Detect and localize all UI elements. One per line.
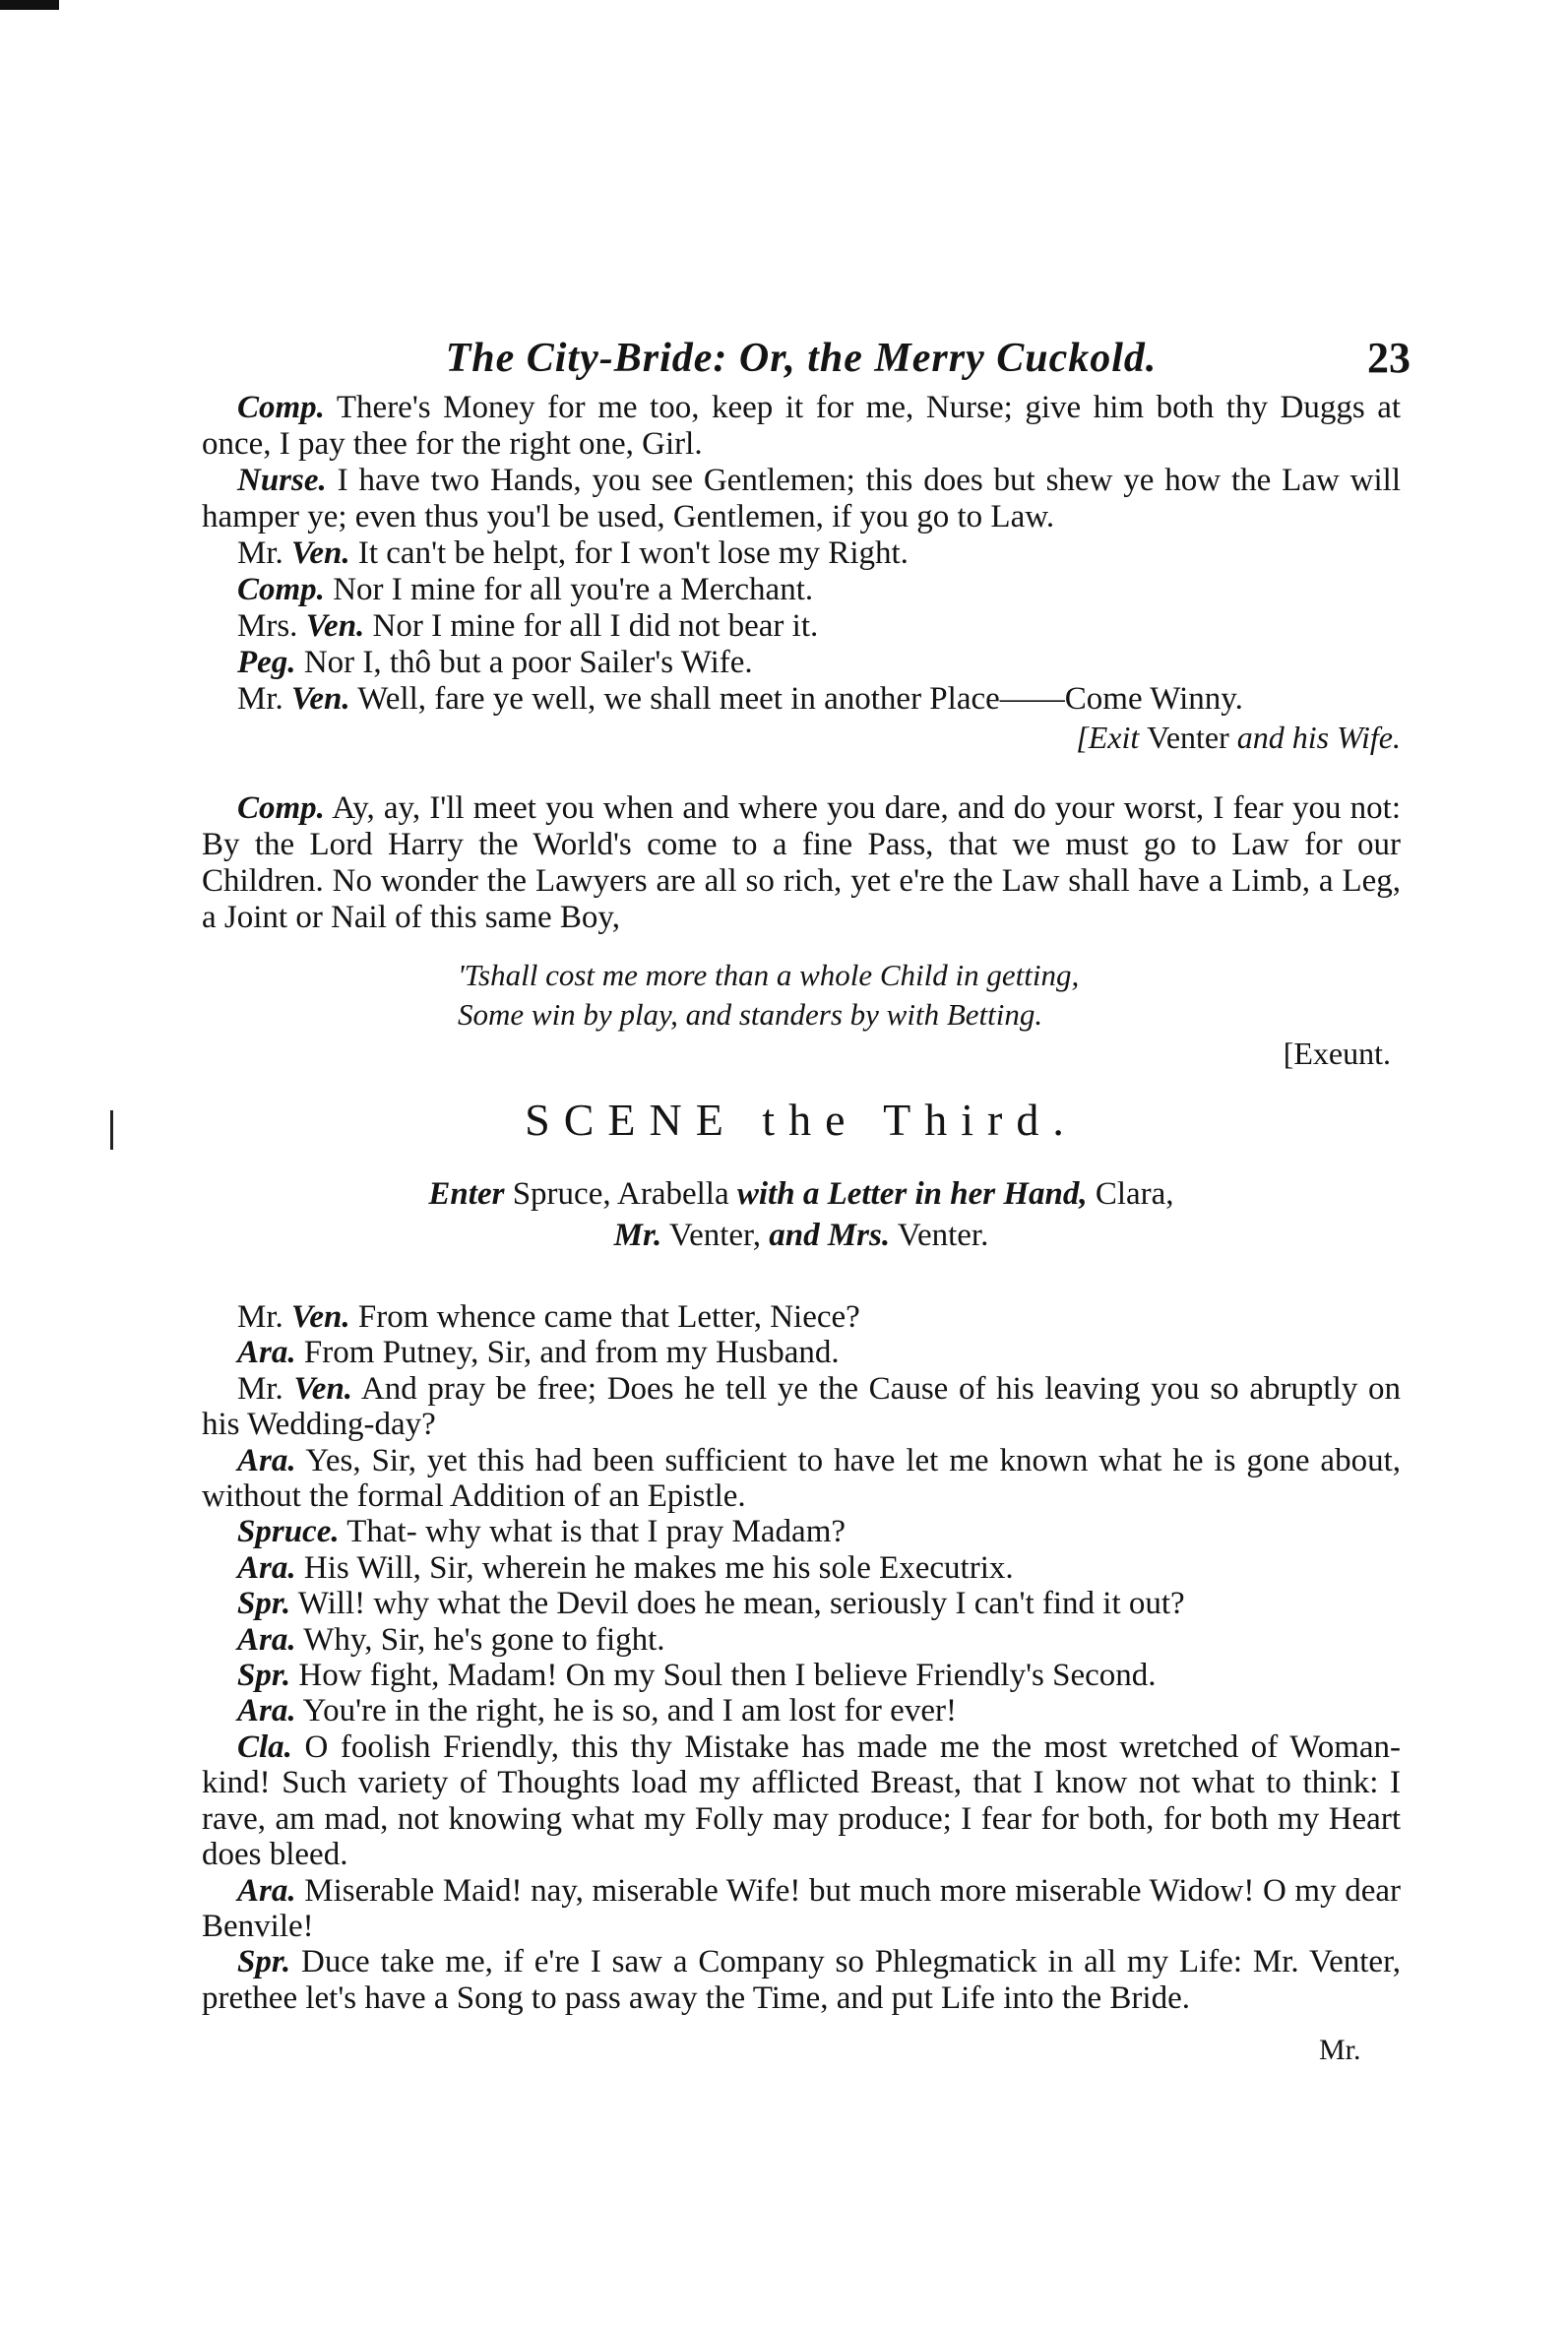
verse-couplet — [458, 956, 1401, 1035]
running-head — [202, 334, 1411, 390]
speech: Spr. Duce take me, if e're I saw a Company so Phlegmatick in all my Life: Mr. Venter, prethee let's have a Song to pass away the Time, and put Life into the Bride. — [202, 1944, 1401, 2016]
speech: Comp. There's Money for me too, keep it for me, Nurse; give him both thy Duggs at once, I pay thee for the right one, Girl. — [202, 390, 1402, 462]
scan-edge-mark — [0, 0, 59, 10]
speech: Comp. Ay, ay, I'll meet you when and where you dare, and do your worst, I fear you not: By the Lord Harry the World's come to a fine Pass, that we must go to Law for our Children. No wonder the Lawyers are all so rich, yet e're the Law shall have a Limb, a Leg, a Joint or Nail of this same Boy, — [202, 790, 1401, 935]
catchword: Mr. — [1319, 2034, 1361, 2066]
scan-margin-mark — [110, 1110, 113, 1150]
speech: Ara. Yes, Sir, yet this had been sufficient to have let me known what he is gone about, without the formal Addition of an Epistle. — [202, 1442, 1402, 1515]
speech: Spruce. That- why what is that I pray Madam? — [237, 1514, 847, 1550]
entrance-direction: Enter Spruce, Arabella with a Letter in her Hand, Clara, Mr. Venter, and Mrs. Venter. — [428, 1176, 1174, 1253]
stage-direction-exit: [Exit Venter and his Wife. — [1076, 720, 1401, 755]
dialogue-block-1 — [202, 390, 1401, 757]
speech: Spr. Will! why what the Devil does he mean, seriously I can't find it out? — [237, 1586, 1185, 1622]
speech: Peg. Nor I, thô but a poor Sailer's Wife. — [237, 645, 753, 680]
speech: Mrs. Ven. Nor I mine for all I did not bear it. — [237, 608, 819, 644]
speech: Mr. Ven. And pray be free; Does he tell ye the Cause of his leaving you so abruptly on his Wedding-day? — [202, 1370, 1402, 1443]
verse-line: 'Tshall cost me more than a whole Child in getting, — [458, 958, 1080, 992]
stage-direction-exeunt: [Exeunt. — [1283, 1036, 1391, 1071]
page-body — [202, 334, 1411, 2016]
speech: Ara. From Putney, Sir, and from my Husband. — [237, 1335, 840, 1371]
speech: Nurse. I have two Hands, you see Gentlemen; this does but shew ye how the Law will hamper ye; even thus you'l be used, Gentlemen, if you go to Law. — [202, 463, 1401, 534]
speech: Ara. His Will, Sir, wherein he makes me his sole Executrix. — [237, 1549, 1014, 1586]
speech: Mr. Ven. Well, fare ye well, we shall meet in another Place——Come Winny. — [237, 681, 1243, 717]
speech: Mr. Ven. It can't be helpt, for I won't lose my Right. — [237, 535, 909, 571]
speech: Cla. O foolish Friendly, this thy Mistake has made me the most wretched of Woman-kind! Such variety of Thoughts load my afflicted Breast, that I know not what to think: I rave, am mad, not knowing what my Folly may produce; I fear for both, for both my Heart does bleed. — [202, 1728, 1401, 1873]
speech: Comp. Nor I mine for all you're a Merchant. — [237, 572, 814, 607]
speech: Mr. Ven. From whence came that Letter, Niece? — [237, 1299, 860, 1335]
speech: Ara. Miserable Maid! nay, miserable Wife! but much more miserable Widow! O my dear Benvile! — [202, 1872, 1402, 1944]
page-number: 23 — [1367, 334, 1411, 382]
running-title: The City-Bride: Or, the Merry Cuckold. — [445, 336, 1158, 381]
speech: Spr. How fight, Madam! On my Soul then I believe Friendly's Second. — [237, 1658, 1157, 1694]
speech: Ara. Why, Sir, he's gone to fight. — [237, 1621, 665, 1658]
verse-line: Some win by play, and standers by with Betting. — [458, 997, 1043, 1032]
scene-heading: SCENE the Third. — [525, 1095, 1078, 1145]
dialogue-block-2 — [202, 1299, 1401, 2016]
speech: Ara. You're in the right, he is so, and I am lost for ever! — [237, 1693, 957, 1729]
